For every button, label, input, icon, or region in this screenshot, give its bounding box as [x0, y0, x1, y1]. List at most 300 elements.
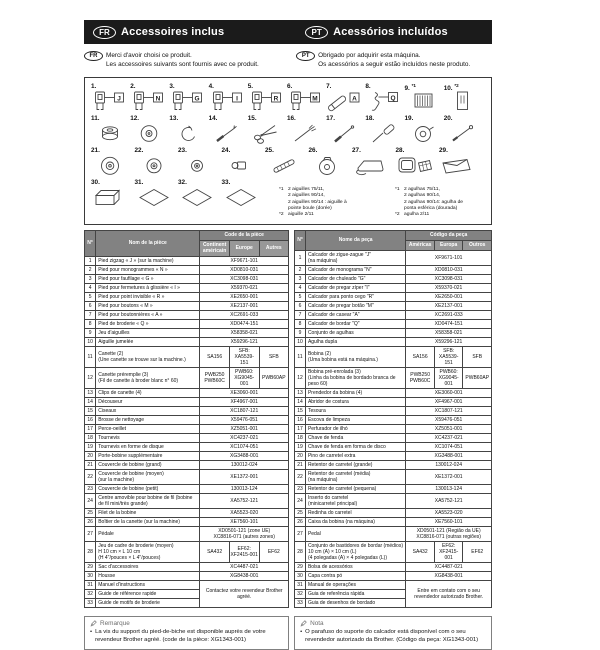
part-number-cell: 14	[85, 397, 96, 406]
overcasting-foot-icon	[169, 91, 208, 113]
accessory-item-13	[169, 115, 208, 145]
part-code-cell: XE2650-001	[200, 292, 289, 301]
accessory-item-2	[130, 83, 169, 113]
part-name-cell: Guide de référence rapide	[96, 589, 200, 598]
table-row	[295, 388, 492, 397]
col-header-code-group: Code de la pièce	[200, 230, 289, 240]
table-row	[85, 433, 289, 442]
footnote-line: *2 aiguille 2/11	[279, 212, 314, 218]
intro-fr-line2: Les accessoires suivants sont fournis avec ce produit.	[106, 61, 259, 68]
part-code-cell: XD0501-121 (zone UE) XC8816-071 (autres zones)	[200, 526, 289, 541]
part-code-cell: XC1807-121	[200, 406, 289, 415]
svg-text:I: I	[235, 95, 238, 103]
part-code-other-cell: SFB	[463, 346, 492, 367]
accessory-number: 5.	[247, 82, 254, 90]
part-code-americas-cell: SA156	[200, 346, 230, 367]
table-row	[295, 292, 492, 301]
accessory-number: 22.	[134, 146, 144, 154]
table-row	[295, 283, 492, 292]
embroidery-foot-icon	[365, 91, 404, 113]
part-number-cell: 5	[295, 292, 306, 301]
part-name-cell: Conjunto de agulhas	[305, 328, 405, 337]
part-number-cell: 7	[85, 310, 96, 319]
note-text-fr: La vis du support du pied-de-biche est disponible auprès de votre revendeur Brother agréé. (code de la pièce: XG1343-001)	[95, 628, 266, 643]
part-code-americas-cell: SA432	[200, 541, 230, 562]
part-number-cell: 23	[85, 484, 96, 493]
accessory-number: 13.	[169, 114, 179, 122]
accessory-item-23	[178, 147, 222, 177]
accessory-number: 15.	[247, 114, 257, 122]
accessories-diagram-box	[84, 77, 492, 225]
accessory-number: 25.	[265, 146, 274, 154]
blind-stitch-foot-icon	[248, 91, 287, 113]
note-box-fr	[84, 616, 289, 650]
accessory-item-31	[135, 179, 179, 219]
part-code-cell: X58358-021	[406, 328, 492, 337]
part-code-europe-cell: EF62: XF2415-001	[434, 541, 463, 562]
accessory-item-22	[135, 147, 179, 177]
part-number-cell: 17	[85, 424, 96, 433]
table-row	[295, 451, 492, 460]
table-row	[85, 442, 289, 451]
table-row	[295, 442, 492, 451]
svg-text:M: M	[312, 95, 318, 103]
part-code-other-cell: EF62	[463, 541, 492, 562]
table-row	[85, 469, 289, 484]
part-code-cell: XE1372-001	[200, 469, 289, 484]
part-name-cell: Retentor de carretel (pequena)	[305, 484, 405, 493]
accessory-case-icon	[91, 187, 135, 209]
extra-spool-pin-icon	[444, 123, 483, 145]
col-header-number: N°	[85, 230, 96, 256]
accessory-item-11	[91, 115, 130, 145]
part-code-cell: XD0810-031	[406, 265, 492, 274]
table-row	[295, 367, 492, 388]
part-number-cell: 32	[85, 589, 96, 598]
part-name-cell: Bolsa de acessórios	[305, 562, 405, 571]
part-number-cell: 29	[85, 562, 96, 571]
part-code-cell: X59476-051	[406, 415, 492, 424]
part-code-cell: XE1372-001	[406, 469, 492, 484]
part-code-other-cell: EF62	[259, 541, 289, 562]
part-number-cell: 12	[295, 367, 306, 388]
accessory-item-1	[91, 83, 130, 113]
part-name-cell: Couvercle de bobine (petit)	[96, 484, 200, 493]
part-number-cell: 28	[85, 541, 96, 562]
part-code-cell: X59370-021	[200, 283, 289, 292]
accessory-number: 28.	[395, 146, 405, 154]
table-row	[295, 526, 492, 541]
part-name-cell: Pino de carretel extra	[305, 451, 405, 460]
part-name-cell: Pied zigzag « J » (sur la machine)	[96, 256, 200, 265]
part-number-cell: 28	[295, 541, 306, 562]
part-name-cell: Guide de motifs de broderie	[96, 598, 200, 607]
part-name-cell: Caixa da bobina (na máquina)	[305, 517, 405, 526]
part-name-cell: Inserto do carretel (minicarretel principal)	[305, 493, 405, 508]
accessory-number: 27.	[352, 146, 361, 154]
page-title-fr: Accessoires inclus	[121, 26, 225, 38]
part-code-cell: XD0474-151	[200, 319, 289, 328]
needle-footnote-pt	[395, 187, 495, 219]
part-name-cell: Jeu de cadre de broderie (moyen) H 10 cm × L 10 cm (H 4"/pouces × L 4"/pouces)	[96, 541, 200, 562]
page-title-pt: Acessórios incluídos	[333, 26, 448, 38]
seam-ripper-icon	[209, 123, 248, 145]
accessory-item-16	[287, 115, 326, 145]
intro-badge-pt-icon: PT	[296, 51, 315, 61]
accessory-number: 8.	[365, 82, 371, 90]
envelope-icon	[439, 155, 483, 177]
part-name-cell: Bobina (2) (Uma bobina está na máquina.)	[305, 346, 405, 367]
part-name-cell: Manual de operações	[305, 580, 405, 589]
accessory-number: 32.	[178, 178, 187, 186]
part-number-cell: 9	[85, 328, 96, 337]
footnote-line: *1 2 agulhas 75/11,	[395, 186, 440, 192]
part-code-europe-cell: SFB: XA5539-151	[434, 346, 463, 367]
part-code-cell: XF4967-001	[200, 397, 289, 406]
spool-insert-icon	[222, 155, 266, 177]
table-row	[85, 274, 289, 283]
table-row	[295, 433, 492, 442]
intro-section	[84, 51, 492, 70]
parts-tables-section	[84, 230, 492, 650]
note-title-pt: Nota	[310, 619, 324, 627]
accessory-row	[91, 83, 486, 113]
part-number-cell: 22	[295, 469, 306, 484]
part-number-cell: 3	[85, 274, 96, 283]
disc-screwdriver-icon	[405, 123, 444, 145]
part-name-cell: Filet de la bobine	[96, 508, 200, 517]
part-number-cell: 6	[295, 301, 306, 310]
accessory-row	[91, 115, 486, 145]
part-number-cell: 9	[295, 328, 306, 337]
manual-sheet-icon	[178, 187, 222, 209]
table-row	[295, 415, 492, 424]
accessory-item-20	[444, 115, 483, 145]
part-name-cell: Calcador de chuleado "G"	[305, 274, 405, 283]
part-name-cell: Tournevis en forme de disque	[96, 442, 200, 451]
zigzag-foot-icon	[91, 91, 130, 113]
part-number-cell: 25	[295, 508, 306, 517]
part-code-cell: XE2137-001	[200, 301, 289, 310]
note-box-pt	[294, 616, 492, 650]
table-row	[85, 328, 289, 337]
part-name-cell: Couvercle de bobine (grand)	[96, 460, 200, 469]
part-code-americas-cell: SA432	[406, 541, 435, 562]
part-number-cell: 4	[85, 283, 96, 292]
part-number-cell: 31	[85, 580, 96, 589]
part-number-cell: 20	[295, 451, 306, 460]
intro-fr	[84, 51, 296, 70]
svg-text:J: J	[117, 95, 121, 103]
part-name-cell: Tournevis	[96, 433, 200, 442]
footnote-line: ponta esférica (dourada)	[404, 206, 458, 212]
part-code-cell: XA5523-020	[200, 508, 289, 517]
table-row	[295, 562, 492, 571]
svg-text:G: G	[194, 95, 200, 103]
accessory-number: 23.	[178, 146, 187, 154]
part-code-cell: XC3098-031	[200, 274, 289, 283]
parts-table-fr	[84, 230, 289, 608]
accessory-item-12	[130, 115, 169, 145]
part-name-cell: Escova de limpeza	[305, 415, 405, 424]
part-number-cell: 10	[295, 337, 306, 346]
table-row	[85, 310, 289, 319]
language-badge-pt-icon: PT	[305, 26, 328, 39]
part-code-cell: XE7560-101	[406, 517, 492, 526]
part-name-cell: Pied pour fermetures à glissière « I »	[96, 283, 200, 292]
eyelet-punch-icon	[326, 123, 365, 145]
part-name-cell: Calcador de casear "A"	[305, 310, 405, 319]
table-row	[295, 250, 492, 265]
table-row	[85, 451, 289, 460]
accessory-item-14	[209, 115, 248, 145]
part-name-cell: Pédale	[96, 526, 200, 541]
part-number-cell: 16	[85, 415, 96, 424]
table-row	[85, 484, 289, 493]
part-code-europe-cell: PWB60: XG9045-001	[434, 367, 463, 388]
part-code-cell: XE3060-001	[406, 388, 492, 397]
accessory-item-21	[91, 147, 135, 177]
table-row	[85, 460, 289, 469]
parts-table-pt	[294, 230, 492, 608]
part-code-cell: XC1807-121	[406, 406, 492, 415]
part-name-cell: Canette (2) (Une canette se trouve sur la machine.)	[96, 346, 200, 367]
part-code-cell: XC2691-033	[200, 310, 289, 319]
table-row	[295, 310, 492, 319]
part-name-cell: Housse	[96, 571, 200, 580]
part-number-cell: 8	[295, 319, 306, 328]
button-fitting-foot-icon	[287, 91, 326, 113]
part-name-cell: Abridor de costura	[305, 397, 405, 406]
part-number-cell: 18	[85, 433, 96, 442]
part-name-cell: Pied de broderie « Q »	[96, 319, 200, 328]
part-name-cell: Agulha dupla	[305, 337, 405, 346]
part-name-cell: Pied pour faufilage « G »	[96, 274, 200, 283]
monogramming-foot-icon	[130, 91, 169, 113]
part-name-cell: Centre amovible pour bobine de fil (bobine de fil mini/très grande)	[96, 493, 200, 508]
part-number-cell: 31	[295, 580, 306, 589]
accessory-number: 21.	[91, 146, 100, 154]
note-bullet: •	[90, 628, 93, 635]
bobbin-clip-icon	[169, 123, 208, 145]
part-name-cell: Redinha do carretel	[305, 508, 405, 517]
col-header-code-group: Código da peça	[406, 230, 492, 240]
part-name-cell: Boîtier de la canette (sur la machine)	[96, 517, 200, 526]
part-code-cell: XG3488-001	[200, 451, 289, 460]
part-name-cell: Pied pour monogrammes « N »	[96, 265, 200, 274]
part-number-cell: 7	[295, 310, 306, 319]
part-name-cell: Calcador de pregar zíper "I"	[305, 283, 405, 292]
part-code-cell: XD0474-151	[406, 319, 492, 328]
table-row	[85, 319, 289, 328]
accessory-number: 17.	[326, 114, 336, 122]
part-number-cell: 6	[85, 301, 96, 310]
table-row	[295, 424, 492, 433]
part-number-cell: 15	[85, 406, 96, 415]
part-code-cell: 130012-024	[406, 460, 492, 469]
part-number-cell: 16	[295, 415, 306, 424]
col-header-region: Europe	[229, 240, 259, 256]
accessory-item-10	[444, 83, 483, 113]
part-code-other-cell: SFB	[259, 346, 289, 367]
footnote-line: *1 2 aiguilles 75/11,	[279, 186, 325, 192]
col-header-region: Outros	[463, 240, 492, 250]
table-row	[85, 367, 289, 388]
part-code-americas-cell: PWB250 PWB60C	[200, 367, 230, 388]
part-number-cell: 11	[295, 346, 306, 367]
part-name-cell: Jeu d'aiguilles	[96, 328, 200, 337]
part-code-cell: X59296-121	[200, 337, 289, 346]
col-header-region: Continent américain	[200, 240, 230, 256]
accessory-number: 10. $^{*2}$	[443, 82, 459, 93]
note-title-fr: Remarque	[100, 619, 130, 627]
table-row	[295, 484, 492, 493]
part-name-cell: Calcador de bordar "Q"	[305, 319, 405, 328]
part-number-cell: 19	[295, 442, 306, 451]
part-number-cell: 13	[295, 388, 306, 397]
table-row	[85, 283, 289, 292]
part-name-cell: Guia de desenhos de bordado	[305, 598, 405, 607]
part-name-cell: Porte-bobine supplémentaire	[96, 451, 200, 460]
part-code-cell: XC4237-021	[406, 433, 492, 442]
accessory-number: 19.	[404, 114, 414, 122]
table-row	[295, 328, 492, 337]
part-code-europe-cell: PWB60: XG9045-001	[229, 367, 259, 388]
accessory-number: 24.	[221, 146, 231, 154]
part-number-cell: 1	[85, 256, 96, 265]
accessory-number: 16.	[286, 114, 296, 122]
part-number-cell: 13	[85, 388, 96, 397]
accessory-item-17	[326, 115, 365, 145]
part-name-cell: Calcador de pregar botão "M"	[305, 301, 405, 310]
accessory-item-3	[169, 83, 208, 113]
table-row	[295, 397, 492, 406]
spool-net-icon	[265, 155, 309, 177]
part-code-cell: XA5752-121	[406, 493, 492, 508]
part-number-cell: 2	[295, 265, 306, 274]
accessory-item-8	[365, 83, 404, 113]
part-name-cell: Découseur	[96, 397, 200, 406]
zipper-foot-icon	[209, 91, 248, 113]
part-name-cell: Perce-oeillet	[96, 424, 200, 433]
footnote-line: 2 aiguilles 90/14 : aiguille à	[288, 199, 347, 205]
accessory-number: 9. $^{*1}$	[404, 82, 416, 93]
embroidery-frame-icon	[396, 155, 440, 177]
intro-pt-line1: Obrigado por adquirir esta máquina.	[318, 51, 421, 59]
accessory-item-26	[309, 147, 353, 177]
part-code-cell: XE3060-001	[200, 388, 289, 397]
accessory-item-32	[178, 179, 222, 219]
part-code-cell: XF4967-001	[406, 397, 492, 406]
accessory-number: 18.	[365, 114, 375, 122]
part-code-cell: XC3098-031	[406, 274, 492, 283]
part-code-cell: XG8438-001	[200, 571, 289, 580]
part-name-cell: Calcador de zigue-zague "J" (na máquina)	[305, 250, 405, 265]
part-name-cell: Chave de fenda	[305, 433, 405, 442]
table-row	[295, 541, 492, 562]
accessory-item-19	[405, 115, 444, 145]
footnote-line: pointe boule (dorée)	[288, 206, 332, 212]
screwdriver-icon	[365, 123, 404, 145]
table-row	[85, 424, 289, 433]
part-name-cell: Manuel d'instructions	[96, 580, 200, 589]
table-row	[295, 460, 492, 469]
accessory-item-7	[326, 83, 365, 113]
accessory-number: 29.	[439, 146, 448, 154]
table-row	[85, 580, 289, 589]
accessory-number: 30.	[91, 178, 100, 186]
part-number-cell: 30	[295, 571, 306, 580]
part-name-cell: Guia de referência rápida	[305, 589, 405, 598]
part-code-americas-cell: PWB250 PWB60C	[406, 367, 435, 388]
table-row	[295, 319, 492, 328]
part-number-cell: 24	[85, 493, 96, 508]
part-number-cell: 1	[295, 250, 306, 265]
part-code-europe-cell: EF62: XF2415-001	[229, 541, 259, 562]
column-fr	[84, 230, 294, 650]
part-code-cell: XC4237-021	[200, 433, 289, 442]
footnote-line: 2 agulhas 90/14: agulha de	[404, 199, 464, 205]
part-name-cell: Retentor de carretel (grande)	[305, 460, 405, 469]
table-row	[295, 337, 492, 346]
manual-sheet-icon	[135, 187, 179, 209]
part-number-cell: 26	[295, 517, 306, 526]
part-number-cell: 33	[85, 598, 96, 607]
part-name-cell: Perfurador de ilhó	[305, 424, 405, 433]
accessory-number: 33.	[221, 178, 231, 186]
part-code-cell: X59476-051	[200, 415, 289, 424]
note-text-pt: O parafuso do suporte do calcador está disponível com o seu revendedor autorizado da Brother. (Código da peça: XG1343-001)	[305, 628, 479, 643]
svg-text:A: A	[352, 95, 357, 103]
title-fr-group	[84, 26, 296, 39]
part-code-other-cell: PWB60AP	[463, 367, 492, 388]
table-row	[295, 493, 492, 508]
table-row	[85, 265, 289, 274]
part-number-cell: 23	[295, 484, 306, 493]
table-row	[85, 397, 289, 406]
part-name-cell: Pied pour point invisible « R »	[96, 292, 200, 301]
part-code-cell: XE2650-001	[406, 292, 492, 301]
part-code-cell: 130013-124	[406, 484, 492, 493]
accessory-number: 31.	[134, 178, 144, 186]
bobbin-icon	[91, 123, 130, 145]
manual-sheet-icon	[222, 187, 266, 209]
part-name-cell: Pied pour boutonnières « A »	[96, 310, 200, 319]
part-code-cell: XC4487-021	[200, 562, 289, 571]
accessory-item-18	[365, 115, 404, 145]
part-code-cell: 130012-024	[200, 460, 289, 469]
part-number-cell: 21	[295, 460, 306, 469]
footnote-line: 2 agulhas 90/14,	[404, 193, 441, 199]
part-code-cell: XD0810-031	[200, 265, 289, 274]
accessory-item-29	[439, 147, 483, 177]
part-code-cell: XG8438-001	[406, 571, 492, 580]
part-code-other-cell: PWB60AP	[259, 367, 289, 388]
part-code-cell: 130013-124	[200, 484, 289, 493]
part-number-cell: 19	[85, 442, 96, 451]
table-row	[295, 580, 492, 589]
accessory-item-28	[396, 147, 440, 177]
part-name-cell: Ciseaux	[96, 406, 200, 415]
part-number-cell: 27	[85, 526, 96, 541]
part-number-cell: 22	[85, 469, 96, 484]
accessory-item-4	[209, 83, 248, 113]
footnote-line: *2 agulha 2/11	[395, 212, 430, 218]
table-row	[85, 415, 289, 424]
accessory-number: 2.	[130, 82, 136, 90]
table-row	[85, 508, 289, 517]
part-name-cell: Clips de canette (4)	[96, 388, 200, 397]
